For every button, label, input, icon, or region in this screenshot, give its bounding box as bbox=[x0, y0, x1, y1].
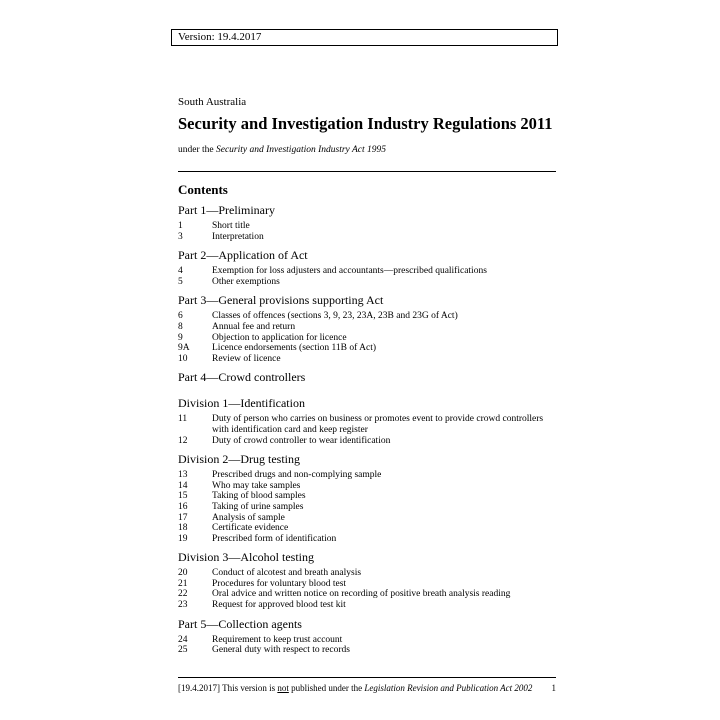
toc-entry-number: 15 bbox=[178, 491, 188, 502]
toc-entry-number: 14 bbox=[178, 480, 188, 491]
toc-section-heading[interactable]: Part 3—General provisions supporting Act bbox=[178, 293, 384, 308]
toc-section-heading[interactable]: Division 3—Alcohol testing bbox=[178, 550, 314, 565]
toc-section-heading[interactable]: Part 5—Collection agents bbox=[178, 616, 302, 631]
version-box bbox=[171, 29, 558, 46]
toc-entry-text: Who may take samples bbox=[212, 480, 301, 491]
footer-not: not bbox=[277, 683, 289, 693]
toc-entry-number: 5 bbox=[178, 276, 183, 287]
table-of-contents bbox=[178, 203, 556, 656]
toc-entry-text: Interpretation bbox=[212, 231, 264, 242]
toc-entry[interactable] bbox=[178, 232, 556, 243]
toc-entry-text: Duty of crowd controller to wear identification bbox=[212, 435, 391, 446]
toc-entry-number: 9 bbox=[178, 332, 183, 343]
toc-entry-number: 9A bbox=[178, 343, 190, 354]
toc-entry[interactable] bbox=[178, 589, 556, 600]
toc-entry-text: Short title bbox=[212, 221, 250, 231]
toc-entry[interactable] bbox=[178, 523, 556, 534]
toc-entry-number: 18 bbox=[178, 523, 188, 534]
toc-entry-text: Review of licence bbox=[212, 353, 281, 364]
toc-entry[interactable] bbox=[178, 277, 556, 288]
toc-entry[interactable] bbox=[178, 513, 556, 524]
enabling-act-line bbox=[178, 145, 386, 155]
toc-entry-number: 13 bbox=[178, 470, 188, 481]
toc-entry-text: Taking of urine samples bbox=[212, 501, 304, 512]
toc-entry-list bbox=[178, 221, 556, 242]
toc-entry[interactable] bbox=[178, 568, 556, 579]
toc-entry-text: Objection to application for licence bbox=[212, 332, 347, 343]
toc-entry[interactable] bbox=[178, 645, 556, 656]
toc-entry-list bbox=[178, 635, 556, 656]
toc-entry-text: Procedures for voluntary blood test bbox=[212, 578, 347, 589]
toc-entry[interactable] bbox=[178, 354, 556, 365]
toc-entry-text: Analysis of sample bbox=[212, 512, 285, 523]
enabling-act-title: Security and Investigation Industry Act 1995 bbox=[216, 145, 387, 155]
toc-entry-text: Classes of offences (sections 3, 9, 23, 23A, 23B and 23G of Act) bbox=[212, 311, 458, 322]
footer-rule bbox=[178, 677, 556, 678]
toc-entry[interactable] bbox=[178, 470, 556, 481]
toc-entry-list bbox=[178, 311, 556, 364]
toc-entry-number: 1 bbox=[178, 221, 183, 231]
toc-section-heading[interactable]: Division 2—Drug testing bbox=[178, 452, 300, 467]
toc-entry-text: Other exemptions bbox=[212, 276, 280, 287]
toc-entry-number: 20 bbox=[178, 568, 188, 579]
toc-entry-number: 22 bbox=[178, 589, 188, 600]
toc-entry[interactable] bbox=[178, 311, 556, 322]
toc-entry-text: Taking of blood samples bbox=[212, 491, 306, 502]
toc-entry-number: 3 bbox=[178, 231, 183, 242]
enabling-act-prefix: under the bbox=[178, 145, 216, 155]
toc-entry-number: 6 bbox=[178, 311, 183, 322]
contents-heading: Contents bbox=[178, 182, 228, 197]
toc-entry-list bbox=[178, 266, 556, 287]
toc-section-heading[interactable]: Part 1—Preliminary bbox=[178, 203, 275, 217]
toc-entry-number: 21 bbox=[178, 578, 188, 589]
toc-entry-text: Requirement to keep trust account bbox=[212, 634, 343, 645]
toc-entry-number: 17 bbox=[178, 512, 188, 523]
toc-entry-text: Licence endorsements (section 11B of Act) bbox=[212, 343, 376, 354]
toc-entry-text: Duty of person who carries on business or promotes event to provide crowd controllers with identification card and keep register bbox=[212, 414, 544, 435]
toc-entry-number: 8 bbox=[178, 321, 183, 332]
toc-entry[interactable] bbox=[178, 481, 556, 492]
toc-section-heading[interactable]: Part 4—Crowd controllers bbox=[178, 370, 306, 385]
toc-entry[interactable] bbox=[178, 436, 556, 447]
footer-date: [19.4.2017] bbox=[178, 683, 220, 693]
toc-entry-text: Request for approved blood test kit bbox=[212, 600, 346, 611]
toc-entry-text: Conduct of alcotest and breath analysis bbox=[212, 568, 362, 579]
toc-entry-number: 4 bbox=[178, 266, 183, 277]
toc-entry[interactable] bbox=[178, 322, 556, 333]
toc-entry-text: Annual fee and return bbox=[212, 321, 296, 332]
jurisdiction: South Australia bbox=[178, 96, 247, 108]
footer-text-b: published under the bbox=[288, 683, 365, 693]
title-rule bbox=[178, 171, 556, 172]
toc-entry[interactable] bbox=[178, 534, 556, 545]
toc-entry-list bbox=[178, 568, 556, 610]
toc-entry-list bbox=[178, 470, 556, 544]
toc-entry-text: Prescribed drugs and non-complying sample bbox=[212, 470, 382, 481]
toc-entry[interactable] bbox=[178, 579, 556, 590]
toc-section-heading[interactable]: Division 1—Identification bbox=[178, 396, 305, 411]
footer-text-a: This version is bbox=[220, 683, 278, 693]
toc-entry-text: Oral advice and written notice on recording of positive breath analysis reading bbox=[212, 589, 511, 600]
toc-entry-number: 12 bbox=[178, 435, 188, 446]
toc-entry-number: 25 bbox=[178, 645, 188, 656]
toc-entry-text: Prescribed form of identification bbox=[212, 533, 337, 544]
toc-entry-number: 19 bbox=[178, 533, 188, 544]
toc-entry[interactable] bbox=[178, 333, 556, 344]
page-footer bbox=[178, 683, 556, 693]
toc-entry-number: 10 bbox=[178, 353, 188, 364]
toc-entry[interactable] bbox=[178, 414, 556, 435]
toc-entry[interactable] bbox=[178, 343, 556, 354]
toc-entry-number: 16 bbox=[178, 501, 188, 512]
document-title: Security and Investigation Industry Regulations 2011 bbox=[178, 114, 553, 133]
page-number: 1 bbox=[551, 683, 556, 693]
toc-entry-number: 24 bbox=[178, 634, 188, 645]
toc-entry-list bbox=[178, 414, 556, 446]
toc-entry-number: 23 bbox=[178, 600, 188, 611]
footer-act: Legislation Revision and Publication Act 2002 bbox=[364, 683, 533, 693]
toc-entry[interactable] bbox=[178, 266, 556, 277]
toc-entry-number: 11 bbox=[178, 414, 188, 425]
toc-entry[interactable] bbox=[178, 221, 556, 232]
footer-notice bbox=[178, 683, 532, 693]
toc-section-heading[interactable]: Part 2—Application of Act bbox=[178, 248, 308, 263]
toc-entry-text: Certificate evidence bbox=[212, 523, 289, 534]
toc-entry-text: General duty with respect to records bbox=[212, 645, 350, 656]
toc-entry-text: Exemption for loss adjusters and accountants—prescribed qualifications bbox=[212, 266, 487, 277]
toc-entry[interactable] bbox=[178, 491, 556, 502]
toc-entry[interactable] bbox=[178, 600, 556, 611]
toc-entry[interactable] bbox=[178, 635, 556, 646]
toc-entry[interactable] bbox=[178, 502, 556, 513]
version-label: Version: 19.4.2017 bbox=[178, 31, 262, 43]
